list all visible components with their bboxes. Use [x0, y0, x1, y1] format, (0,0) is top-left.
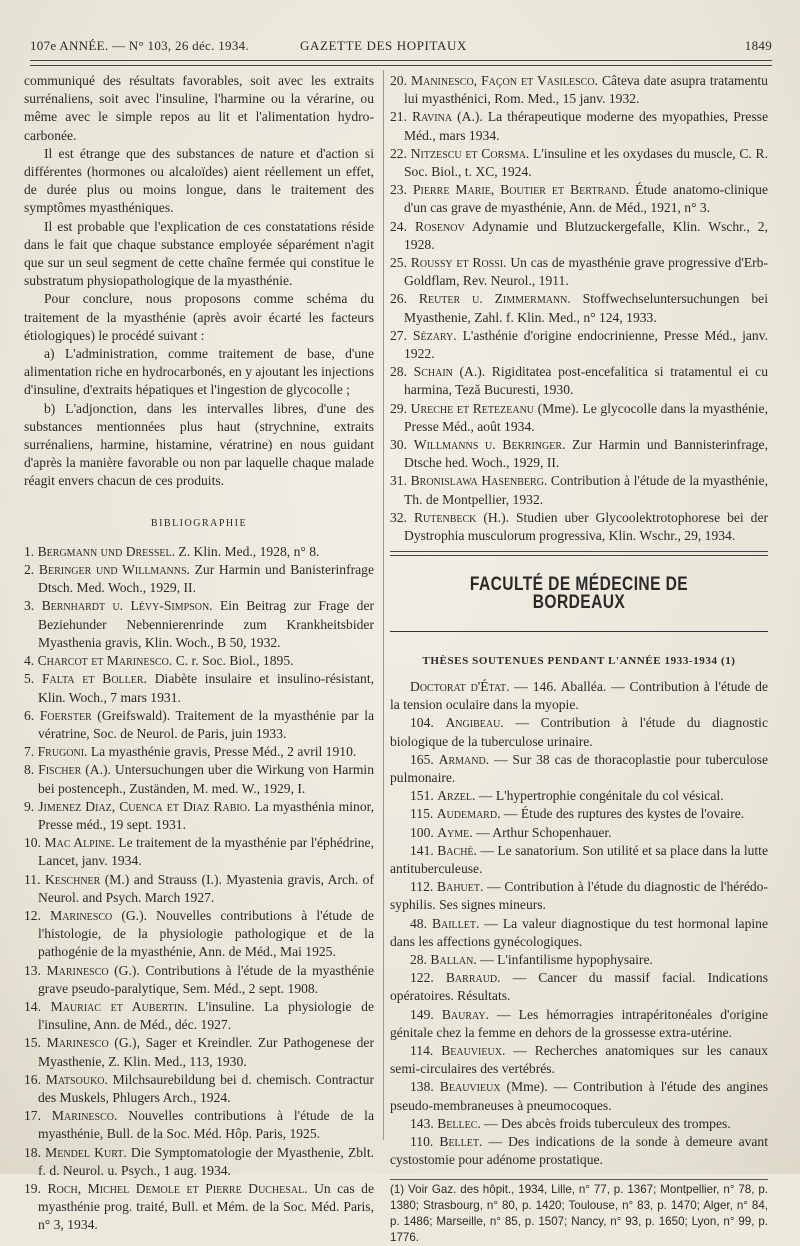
thesis-entry: 151. Arzel. — L'hypertrophie congénitale du col vésical. [410, 788, 724, 804]
paragraph: Pour conclure, nous proposons comme schéma du traitement de la myasthénie (après avoir écarté les facteurs étiologiques) le procédé suivant : [24, 291, 374, 343]
paragraph: b) L'adjonction, dans les intervalles libres, d'une des substances mentionnées plus haut (strychnine, extraits surrénaliens, harmine, histamine, vératrine) en nous guidant d'après la manière favorable ou non par laquelle chaque malade réagit envers chacun de ces produits. [24, 400, 374, 489]
bib-entry: 22. Nitzescu et Corsma. L'insuline et les oxydases du muscle, C. R. Soc. Biol., t. XC, 1924. [390, 145, 768, 180]
header-issue: 107e ANNÉE. — N° 103, 26 déc. 1934. [30, 38, 249, 53]
bib-entry: 6. Foerster (Greifswald). Traitement de la myasthénie par la vératrine, Soc. de Neurol. de Paris, juin 1933. [24, 707, 374, 741]
thesis-entry: Doctorat d'État. — 146. Aballéa. — Contribution à l'étude de la tension oculaire dans la myopie. [390, 678, 768, 713]
thesis-entry: 48. Baillet. — La valeur diagnostique du test hormonal lapine dans les affections gynécologiques. [390, 915, 768, 949]
bib-entry: 16. Matsouko. Milchsaurebildung bei d. chemisch. Contractur des Muskels, Phlugers Arch., 1924. [24, 1071, 374, 1105]
bib-entry: 30. Willmanns u. Bekringer. Zur Harmin und Bannisterinfrage, Dtsche hed. Woch., 1929, II. [390, 437, 768, 471]
bib-entry: 13. Marinesco (G.). Contributions à l'étude de la myasthénie grave pseudo-paralytique, Sem. Méd., 2 sept. 1908. [24, 962, 374, 996]
bib-entry: 23. Pierre Marie, Boutier et Bertrand. Étude anatomo-clinique d'un cas grave de myasthénie, Ann. de Méd., 1921, n° 3. [390, 182, 768, 216]
section-title: FACULTÉ DE MÉDECINE DE BORDEAUX [469, 574, 689, 614]
thesis-entry: 104. Angibeau. — Contribution à l'étude du diagnostic biologique de la tuberculose urinaire. [390, 715, 768, 749]
bib-entry: 24. Rosenov Adynamie und Blutzuckergefalle, Klin. Wschr., 2, 1928. [390, 218, 768, 252]
bibliography-heading: BIBLIOGRAPHIE [150, 517, 248, 529]
bib-entry: 27. Sézary. L'asthénie d'origine endocrinienne, Presse Méd., janv. 1922. [390, 327, 768, 362]
thesis-entry: 110. Bellet. — Des indications de la sonde à demeure avant cystostomie pour adénome prostatique. [390, 1133, 769, 1168]
bib-entry: 4. Charcot et Marinesco. C. r. Soc. Biol., 1895. [24, 653, 294, 669]
thesis-entry: 112. Bahuet. — Contribution à l'étude du diagnostic de l'hérédo-syphilis. Ses signes mineurs. [390, 879, 768, 913]
bib-entry: 11. Keschner (M.) and Strauss (I.). Myastenia gravis, Arch. of Neurol. and Psych. March 1927. [24, 871, 374, 905]
theses-heading: THÈSES SOUTENUES PENDANT L'ANNÉE 1933-1934 (1) [422, 654, 736, 667]
left-column [24, 72, 374, 1235]
thesis-entry: 143. Bellec. — Des abcès froids tuberculeux des trompes. [410, 1115, 731, 1131]
thesis-entry: 138. Beauvieux (Mme). — Contribution à l'étude des angines pseudo-membraneuses à pneumocoques. [390, 1079, 769, 1113]
section-rule [390, 551, 768, 556]
header-rule [30, 60, 772, 66]
thesis-entry: 28. Ballan. — L'infantilisme hypophysaire. [410, 951, 653, 967]
page-header [30, 38, 772, 60]
footnote: (1) Voir Gaz. des hôpit., 1934, Lille, n° 77, p. 1367; Montpellier, n° 78, p. 1380; Strasbourg, n° 80, p. 1420; Toulouse, n° 83, p. 1470; Alger, n° 84, p. 1486; Marseille, n° 85, p. 1507; Nancy, n° 93, p. 1650; Lyon, n° 99, p. 1776. [390, 1179, 768, 1246]
bib-entry: 26. Reuter u. Zimmermann. Stoffwechseluntersuchungen bei Myasthenie, Zahl. f. Klin. Med., n° 124, 1933. [390, 291, 768, 325]
right-column [390, 72, 768, 1246]
bib-entry: 9. Jimenez Diaz, Cuenca et Diaz Rabio. La myasthénia minor, Presse méd., 19 sept. 1931. [24, 798, 374, 832]
thesis-entry: 114. Beauvieux. — Recherches anatomiques sur les canaux semi-circulaires des vertébrés. [390, 1042, 768, 1077]
paragraph: Il est probable que l'explication de ces constatations réside dans le fait que chaque substance employée séparément n'agit que sur un seul segment de cette chaîne fermée qui constitue le substratum physiopathologique de la myasthénie. [24, 218, 374, 289]
page-number: 1849 [744, 38, 772, 53]
bib-entry: 14. Mauriac et Aubertin. L'insuline. La physiologie de l'insuline, Ann. de Méd., déc. 1927. [24, 998, 374, 1033]
paragraph: Il est étrange que des substances de nature et d'action si différentes (hormones ou alcaloïdes) aient réellement un effet, de durée plus ou moins longue, dans le traitement des symptômes myasthéniques. [24, 145, 374, 216]
bib-entry: 32. Rutenbeck (H.). Studien uber Glycoolektrotophorese bei der Dystrophia musculorum progressiva, Klin. Wschr., 29, 1934. [390, 509, 768, 544]
thesis-entry: 115. Audemard. — Étude des ruptures des kystes de l'ovaire. [410, 806, 745, 822]
bib-entry: 10. Mac Alpine. Le traitement de la myasthénie par l'éphédrine, Lancet, janv. 1934. [24, 835, 374, 869]
bib-entry: 8. Fischer (A.). Untersuchungen uber die Wirkung von Harmin bei postenceph., Zuständen, M. med. W., 1929, I. [24, 762, 374, 796]
bib-entry: 3. Bernhardt u. Lévy-Simpson. Ein Beitrag zur Frage der Beziehunder Nebennierenrinde zum Krankheitsbider Myasthenia gravis, Klin. Woch., B 50, 1932. [24, 598, 375, 650]
bib-entry: 19. Roch, Michel Demole et Pierre Duchesal. Un cas de myasthénie prog. traité, Bull. et Mém. de la Soc. Méd. Paris, n° 3, 1934. [24, 1180, 374, 1233]
journal-title: GAZETTE DES HOPITAUX [300, 38, 467, 53]
bib-entry: 17. Marinesco. Nouvelles contributions à l'étude de la myasthénie, Bull. de la Soc. Méd. Hôp. Paris, 1925. [24, 1108, 374, 1142]
bib-entry: 12. Marinesco (G.). Nouvelles contributions à l'étude de l'histologie, de la physiologie pathologique et de la pathogénie de la myasthénie, Ann. de Méd., Mai 1925. [24, 907, 374, 960]
paragraph: communiqué des résultats favorables, soit avec les extraits surrénaliens, soit avec l'insuline, l'harmine ou la vérarine, ou même avec le simple repos au lit et l'alimentation hydro-carbonée. [24, 73, 374, 143]
thesis-entry: 100. Ayme. — Arthur Schopenhauer. [410, 824, 612, 840]
thesis-entry: 122. Barraud. — Cancer du massif facial. Indications opératoires. Résultats. [390, 970, 769, 1004]
thesis-entry: 165. Armand. — Sur 38 cas de thoracoplastie pour tuberculose pulmonaire. [390, 751, 768, 785]
thesis-entry: 141. Baché. — Le sanatorium. Son utilité et sa place dans la lutte antituberculeuse. [390, 842, 768, 876]
bib-entry: 15. Marinesco (G.), Sager et Kreindler. Zur Pathogenese der Myasthenie, Z. Klin. Med., 113, 1930. [24, 1035, 374, 1069]
bib-entry: 21. Ravina (A.). La thérapeutique moderne des myopathies, Presse Méd., mars 1934. [390, 109, 768, 143]
bib-entry: 5. Falta et Boller. Diabète insulaire et insulino-résistant, Klin. Woch., 7 mars 1931. [24, 671, 374, 705]
bib-entry: 28. Schain (A.). Rigiditatea post-encefalitica si tratamentul ei cu harmina, Teză Bucuresti, 1930. [390, 364, 769, 398]
paragraph: a) L'administration, comme traitement de base, d'une alimentation riche en hydrocarbonés, en y ajoutant les injections d'insuline, d'extraits hépatiques et l'ingestion de glycocolle ; [24, 346, 374, 398]
bib-entry: 18. Mendel Kurt. Die Symptomatologie der Myasthenie, Zblt. f. d. Neurol. u. Psych., 1 aug. 1934. [24, 1144, 375, 1178]
thesis-entry: 149. Bauray. — Les hémorragies intrapéritonéales d'origine génitale chez la femme en dehors de la grossesse extra-utérine. [390, 1006, 768, 1040]
section-underline [390, 631, 768, 632]
bib-entry: 29. Ureche et Retezeanu (Mme). Le glycocolle dans la myasthénie, Presse Méd., août 1934. [390, 400, 768, 434]
bib-entry: 31. Bronislawa Hasenberg. Contribution à l'étude de la myasthénie, Th. de Montpellier, 1932. [390, 473, 768, 507]
bib-entry: 1. Bergmann und Dressel. Z. Klin. Med., 1928, n° 8. [24, 543, 320, 559]
bib-entry: 7. Frugoni. La myasthénie gravis, Presse Méd., 2 avril 1910. [24, 744, 357, 760]
bib-entry: 25. Roussy et Rossi. Un cas de myasthénie grave progressive d'Erb-Goldflam, Rev. Neurol., 1911. [390, 255, 768, 289]
bib-entry: 2. Beringer und Willmanns. Zur Harmin und Banisterinfrage Dtsch. Med. Woch., 1929, II. [24, 562, 374, 596]
bib-entry: 20. Maninesco, Façon et Vasilesco. Câteva date asupra tratamentu lui myasthénici, Rom. Med., 15 janv. 1932. [390, 73, 768, 107]
column-divider [383, 70, 384, 1140]
